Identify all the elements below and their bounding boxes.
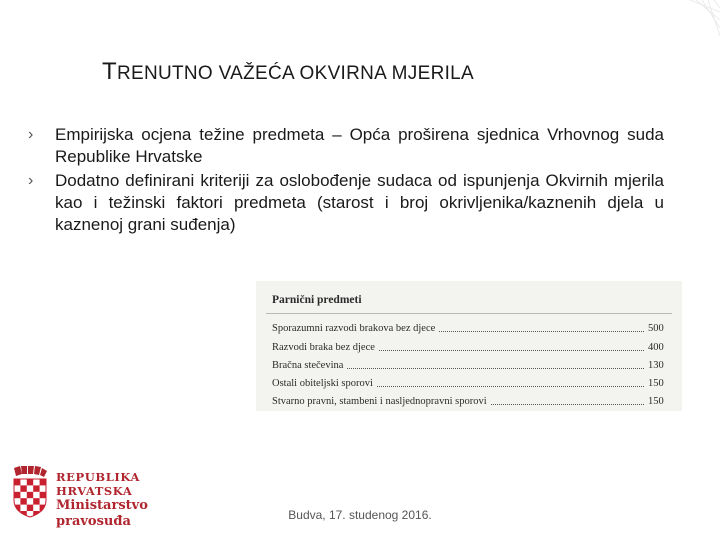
row-label: Bračna stečevina — [272, 359, 344, 371]
slide-title-initial: T — [102, 58, 117, 85]
slide-title-rest: RENUTNO VAŽEĆA OKVIRNA MJERILA — [116, 63, 475, 84]
logo-ministry: Ministarstvo — [56, 498, 148, 513]
bullet-list — [28, 124, 664, 238]
dot-leader — [377, 386, 644, 387]
table-row — [272, 356, 676, 374]
scanned-table-heading: Parnični predmeti — [272, 294, 362, 306]
bullet-text: Empirijska ocjena težine predmeta – Opća proširena sjednica Vrhovnog suda Republike Hrvatske — [55, 125, 664, 166]
row-value: 500 — [648, 322, 664, 334]
row-value: 130 — [648, 359, 664, 371]
table-row — [272, 374, 676, 392]
dot-leader — [491, 404, 644, 405]
row-label: Sporazumni razvodi brakova bez djece — [272, 322, 436, 334]
chevron-right-icon: › — [28, 126, 34, 143]
row-label: Razvodi braka bez djece — [272, 341, 375, 353]
table-row — [272, 319, 676, 337]
row-label: Ostali obiteljski sporovi — [272, 377, 373, 389]
corner-ornament — [630, 0, 720, 40]
table-row — [272, 338, 676, 356]
logo-ministry-sub: pravosuđa — [56, 514, 131, 529]
slide-footer: Budva, 17. studenog 2016. — [288, 508, 432, 522]
table-row — [272, 392, 676, 410]
row-value: 400 — [648, 341, 664, 353]
chevron-right-icon: › — [28, 172, 34, 189]
logo-country: REPUBLIKA HRVATSKA — [56, 470, 141, 498]
slide-title — [102, 58, 474, 86]
row-value: 150 — [648, 395, 664, 407]
dot-leader — [439, 331, 644, 332]
dot-leader — [347, 368, 644, 369]
bullet-item — [28, 124, 664, 168]
row-label: Stvarno pravni, stambeni i nasljednopravni sporovi — [272, 395, 487, 407]
row-value: 150 — [648, 377, 664, 389]
bullet-item — [28, 170, 664, 236]
bullet-text: Dodatno definirani kriteriji za oslobođenje sudaca od ispunjenja Okvirnih mjerila kao i težinski faktori predmeta (starost i broj okrivljenika/kaznenih djela u kaznenoj grani suđenja) — [55, 171, 664, 234]
divider — [266, 313, 672, 314]
scanned-table-image — [256, 281, 682, 411]
dot-leader — [379, 350, 644, 351]
